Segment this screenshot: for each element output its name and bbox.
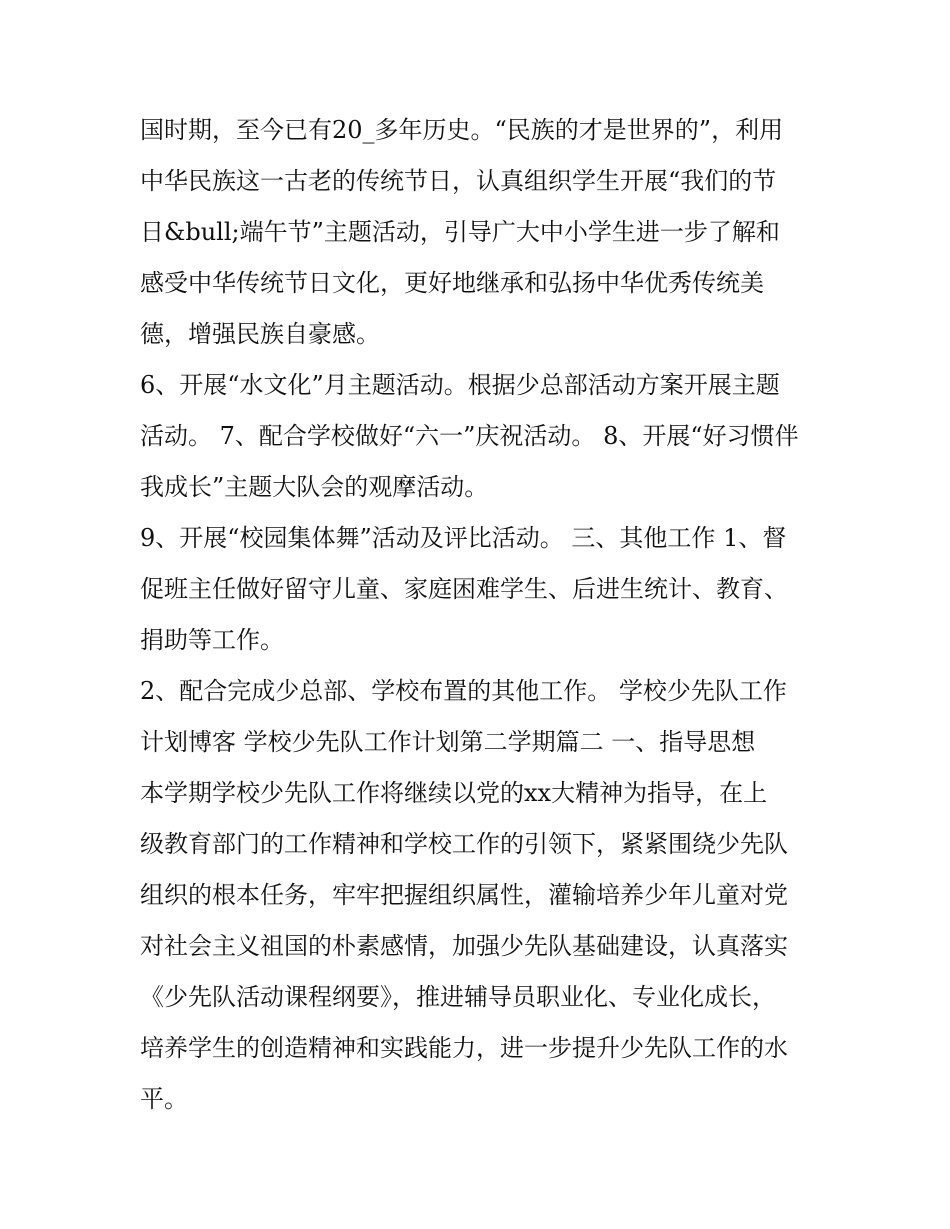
- text-line: 感受中华传统节日文化，更好地继承和弘扬中华优秀传统美: [140, 269, 764, 297]
- text-line: 国时期，至今已有20_多年历史。“民族的才是世界的”，利用: [140, 116, 784, 144]
- text-line: 计划博客 学校少先队工作计划第二学期篇二 一、指导思想: [140, 728, 756, 756]
- text-line: 我成长”主题大队会的观摩活动。: [140, 473, 489, 501]
- text-line: 《少先队活动课程纲要》，推进辅导员职业化、专业化成长，: [140, 983, 776, 1011]
- text-line: 对社会主义祖国的朴素感情，加强少先队基础建设，认真落实: [140, 932, 788, 960]
- text-line: 9、开展“校园集体舞”活动及评比活动。 三、其他工作 1、督: [140, 524, 787, 552]
- text-line: 平。: [140, 1085, 188, 1113]
- text-line: 德，增强民族自豪感。: [140, 320, 380, 348]
- text-line: 级教育部门的工作精神和学校工作的引领下，紧紧围绕少先队: [140, 830, 788, 858]
- text-line: 6、开展“水文化”月主题活动。根据少总部活动方案开展主题: [140, 371, 780, 399]
- text-line: 活动。 7、配合学校做好“六一”庆祝活动。 8、开展“好习惯伴: [140, 422, 799, 450]
- text-line: 2、配合完成少总部、学校布置的其他工作。 学校少先队工作: [140, 677, 787, 705]
- text-line: 本学期学校少先队工作将继续以党的xx大精神为指导，在上: [140, 779, 768, 807]
- text-line: 培养学生的创造精神和实践能力，进一步提升少先队工作的水: [140, 1034, 788, 1062]
- text-line: 促班主任做好留守儿童、家庭困难学生、后进生统计、教育、: [140, 575, 788, 603]
- text-line: 中华民族这一古老的传统节日，认真组织学生开展“我们的节: [140, 167, 777, 195]
- body-text: [140, 109, 820, 1129]
- text-line: 组织的根本任务，牢牢把握组织属性，灌输培养少年儿童对党: [140, 881, 788, 909]
- text-line: 日&bull;端午节”主题活动，引导广大中小学生进一步了解和: [140, 218, 780, 246]
- text-line: 捐助等工作。: [140, 626, 284, 654]
